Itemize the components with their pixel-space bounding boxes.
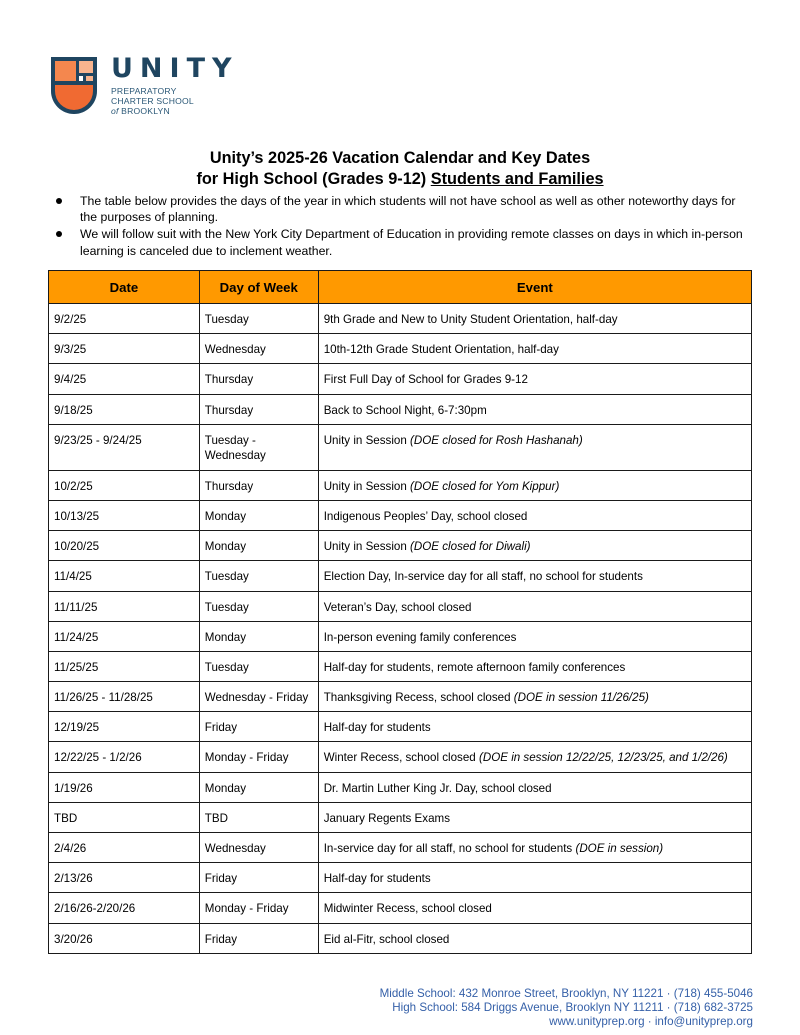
cell-date: 11/11/25: [49, 591, 200, 621]
event-text: Unity in Session: [323, 540, 411, 554]
event-text: 9th Grade and New to Unity Student Orientation, half-day: [323, 313, 618, 326]
event-note: (DOE closed for Yom Kippur): [410, 479, 560, 493]
table-row: [49, 500, 752, 530]
cell-day-of-week: TBD: [199, 802, 318, 832]
bullet-text: The table below provides the days of the year in which students will not have school as well as other noteworthy days for the purposes of planning.: [80, 194, 736, 225]
cell-event: [318, 682, 751, 712]
cell-day-of-week: Wednesday - Friday: [199, 682, 318, 712]
footer-middle-school: Middle School: 432 Monroe Street, Brooklyn, NY 11221 · (718) 455-5046: [379, 987, 753, 1000]
school-logo: [49, 53, 239, 121]
table-row: [49, 304, 752, 334]
event-text: Eid al-Fitr, school closed: [323, 932, 450, 946]
cell-event: [318, 863, 751, 893]
cell-event: [318, 772, 751, 802]
cell-event: [318, 470, 751, 500]
table-row: [49, 833, 752, 863]
event-text: Half-day for students: [323, 872, 431, 886]
cell-event: [318, 334, 751, 364]
cell-day-of-week: Tuesday: [199, 591, 318, 621]
cell-day-of-week: Tuesday: [199, 651, 318, 681]
table-body: [49, 304, 752, 954]
cell-event: [318, 802, 751, 832]
cell-date: 11/26/25 - 11/28/25: [49, 682, 200, 712]
bullet-text: We will follow suit with the New York City Department of Education in providing remote classes on days in which in-person learning is canceled due to inclement weather.: [80, 227, 743, 258]
bullet-dot-icon: [56, 198, 62, 204]
cell-date: 10/13/25: [49, 500, 200, 530]
cell-date: 9/3/25: [49, 334, 200, 364]
cell-day-of-week: Monday: [199, 621, 318, 651]
cell-date: 11/25/25: [49, 651, 200, 681]
event-text: Half-day for students, remote afternoon family conferences: [323, 660, 626, 674]
table-row: [49, 531, 752, 561]
cell-day-of-week: Tuesday: [199, 561, 318, 591]
event-text: Election Day, In-service day for all staff, no school for students: [323, 570, 643, 584]
cell-day-of-week: Tuesday: [199, 304, 318, 334]
event-text: Unity in Session: [323, 479, 411, 493]
cell-date: 10/2/25: [49, 470, 200, 500]
cell-date: 2/4/26: [49, 833, 200, 863]
table-row: [49, 742, 752, 772]
cell-event: [318, 712, 751, 742]
logo-line-2: CHARTER SCHOOL: [111, 96, 194, 107]
footer-separator: ·: [644, 1015, 655, 1028]
cell-event: [318, 923, 751, 953]
cell-event: [318, 364, 751, 394]
email-link[interactable]: info@unityprep.org: [654, 1015, 753, 1028]
page-title: [0, 148, 800, 190]
cell-date: 1/19/26: [49, 772, 200, 802]
cell-event: [318, 893, 751, 923]
event-text: Half-day for students: [323, 721, 431, 735]
event-note: (DOE closed for Rosh Hashanah): [410, 433, 583, 447]
table-row: [49, 364, 752, 394]
event-text: In-service day for all staff, no school for students: [323, 842, 576, 855]
event-note: (DOE closed for Diwali): [410, 540, 531, 554]
footer-contact: [380, 987, 753, 1029]
table-row: [49, 712, 752, 742]
logo-brooklyn: BROOKLYN: [118, 106, 170, 117]
cell-date: 10/20/25: [49, 531, 200, 561]
table-row: [49, 651, 752, 681]
event-note: (DOE in session 11/26/25): [513, 691, 649, 705]
cell-date: 2/16/26-2/20/26: [49, 893, 200, 923]
cell-day-of-week: Thursday: [199, 394, 318, 424]
cell-event: [318, 833, 751, 863]
footer-high-school: High School: 584 Driggs Avenue, Brooklyn NY 11211 · (718) 682-3725: [392, 1001, 753, 1014]
cell-date: 12/19/25: [49, 712, 200, 742]
logo-line-3: [111, 106, 194, 116]
website-link[interactable]: www.unityprep.org: [549, 1015, 645, 1028]
bullet-item: [56, 193, 756, 225]
logo-of: of: [111, 106, 119, 117]
table-row: [49, 591, 752, 621]
cell-event: [318, 561, 751, 591]
table-row: [49, 561, 752, 591]
cell-event: [318, 742, 751, 772]
cell-day-of-week: Wednesday: [199, 334, 318, 364]
event-note: (DOE in session): [575, 842, 664, 855]
logo-line-1: PREPARATORY: [111, 86, 177, 96]
title-line-1: Unity’s 2025-26 Vacation Calendar and Key Dates: [209, 149, 591, 167]
header-date: Date: [49, 271, 200, 304]
table-row: [49, 682, 752, 712]
cell-day-of-week: Monday - Friday: [199, 742, 318, 772]
title-line-2: [0, 169, 800, 190]
cell-day-of-week: Monday: [199, 772, 318, 802]
header-event: Event: [318, 271, 751, 304]
event-text: In-person evening family conferences: [323, 630, 517, 644]
cell-event: [318, 621, 751, 651]
calendar-table: [48, 270, 752, 954]
bullet-item: [56, 226, 756, 258]
cell-date: 9/4/25: [49, 364, 200, 394]
event-text: Veteran’s Day, school closed: [323, 600, 472, 614]
event-text: 10th-12th Grade Student Orientation, half-day: [323, 343, 559, 357]
table-row: [49, 394, 752, 424]
table-row: [49, 893, 752, 923]
event-text: Midwinter Recess, school closed: [323, 902, 492, 916]
table-row: [49, 802, 752, 832]
cell-day-of-week: Thursday: [199, 364, 318, 394]
cell-event: [318, 531, 751, 561]
table-row: [49, 470, 752, 500]
table-row: [49, 923, 752, 953]
cell-date: 2/13/26: [49, 863, 200, 893]
event-text: Back to School Night, 6-7:30pm: [323, 403, 487, 417]
cell-event: [318, 394, 751, 424]
cell-date: 12/22/25 - 1/2/26: [49, 742, 200, 772]
cell-event: [318, 500, 751, 530]
table-row: [49, 334, 752, 364]
cell-day-of-week: Monday - Friday: [199, 893, 318, 923]
cell-date: 11/4/25: [49, 561, 200, 591]
cell-date: 9/2/25: [49, 304, 200, 334]
logo-subtitle: [111, 86, 194, 117]
cell-day-of-week: Friday: [199, 712, 318, 742]
event-text: January Regents Exams: [323, 811, 450, 825]
event-text: Unity in Session: [323, 433, 411, 447]
cell-day-of-week: Monday: [199, 500, 318, 530]
event-text: Dr. Martin Luther King Jr. Day, school closed: [323, 781, 552, 795]
cell-event: [318, 424, 751, 470]
cell-day-of-week: Tuesday - Wednesday: [199, 424, 318, 470]
event-text: First Full Day of School for Grades 9-12: [323, 373, 528, 387]
intro-bullets: [56, 193, 756, 260]
bullet-dot-icon: [56, 231, 62, 237]
table-row: [49, 424, 752, 470]
cell-day-of-week: Thursday: [199, 470, 318, 500]
cell-date: 11/24/25: [49, 621, 200, 651]
footer-web-email: [380, 1015, 753, 1029]
logo-wordmark: UNITY: [111, 53, 239, 84]
cell-date: 9/18/25: [49, 394, 200, 424]
cell-event: [318, 651, 751, 681]
cell-date: TBD: [49, 802, 200, 832]
event-text: Indigenous Peoples’ Day, school closed: [323, 509, 528, 523]
event-text: Thanksgiving Recess, school closed: [323, 691, 514, 705]
table-header-row: [49, 271, 752, 304]
table-row: [49, 772, 752, 802]
cell-date: 9/23/25 - 9/24/25: [49, 424, 200, 470]
cell-day-of-week: Monday: [199, 531, 318, 561]
shield-logo-icon: [49, 55, 99, 115]
cell-day-of-week: Friday: [199, 923, 318, 953]
cell-event: [318, 304, 751, 334]
event-text: Winter Recess, school closed: [323, 751, 479, 765]
title-line-2-underlined: Students and Families: [430, 170, 604, 188]
header-day-of-week: Day of Week: [199, 271, 318, 304]
cell-date: 3/20/26: [49, 923, 200, 953]
cell-event: [318, 591, 751, 621]
cell-day-of-week: Wednesday: [199, 833, 318, 863]
title-line-2-plain: for High School (Grades 9-12): [196, 170, 431, 188]
event-note: (DOE in session 12/22/25, 12/23/25, and 1/2/26): [478, 751, 728, 765]
table-row: [49, 863, 752, 893]
cell-day-of-week: Friday: [199, 863, 318, 893]
table-row: [49, 621, 752, 651]
